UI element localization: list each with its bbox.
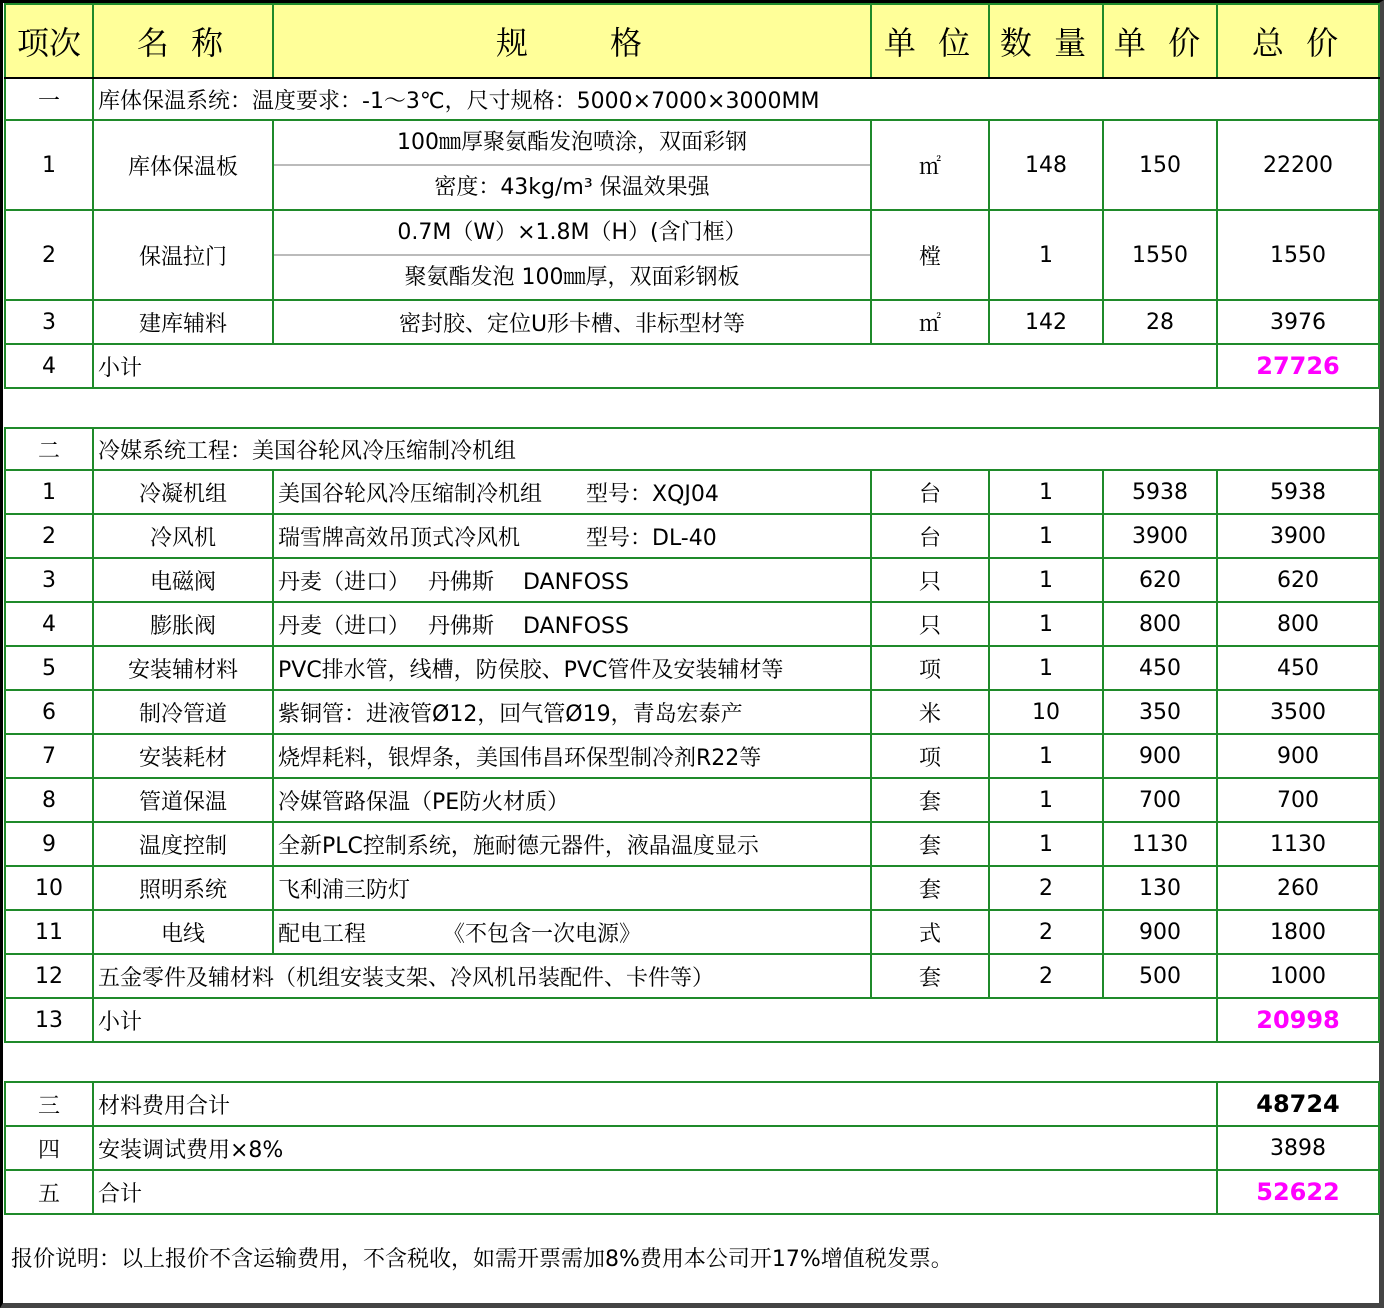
- spec-line: 100㎜厚聚氨酯发泡喷涂，双面彩钢: [397, 130, 747, 155]
- item-price: 130: [1103, 866, 1217, 910]
- item-spec: [273, 210, 871, 300]
- item-name: 制冷管道: [93, 690, 273, 734]
- item-name: 建库辅料: [93, 300, 273, 344]
- table-row: [5, 866, 1379, 910]
- spec-line: 聚氨酯发泡 100㎜厚，双面彩钢板: [274, 254, 870, 299]
- item-spec: 烧焊耗料，银焊条，美国伟昌环保型制冷剂R22等: [273, 734, 871, 778]
- table-row: [5, 734, 1379, 778]
- col-qty-header: 数 量: [989, 4, 1103, 78]
- item-price: 900: [1103, 734, 1217, 778]
- item-total: 620: [1217, 558, 1379, 602]
- section-number: 一: [5, 78, 93, 120]
- item-price: 5938: [1103, 470, 1217, 514]
- material-total-label: 材料费用合计: [93, 1082, 1217, 1126]
- item-spec: 配电工程 《不包含一次电源》: [273, 910, 871, 954]
- spec-line: 密度：43kg/m³ 保温效果强: [274, 164, 870, 209]
- quote-note: 报价说明：以上报价不含运输费用，不含税收，如需开票需加8%费用本公司开17%增值税发票。: [5, 1214, 1379, 1300]
- item-unit: 项: [871, 734, 989, 778]
- item-price: 900: [1103, 910, 1217, 954]
- item-qty: 1: [989, 210, 1103, 300]
- item-description: 五金零件及辅材料（机组安装支架、冷风机吊装配件、卡件等）: [93, 954, 871, 998]
- table-row: [5, 778, 1379, 822]
- section-row: [5, 428, 1379, 470]
- subtotal-value: 27726: [1217, 344, 1379, 388]
- header-row: [5, 4, 1379, 78]
- subtotal-label: 小计: [93, 998, 1217, 1042]
- item-total: 450: [1217, 646, 1379, 690]
- col-name-header: 名 称: [93, 4, 273, 78]
- item-unit: 米: [871, 690, 989, 734]
- item-qty: 1: [989, 558, 1103, 602]
- item-name: 膨胀阀: [93, 602, 273, 646]
- item-spec: [273, 120, 871, 210]
- row-number: 1: [5, 120, 93, 210]
- spacer-cell: [5, 1042, 1379, 1082]
- item-unit: ㎡: [871, 120, 989, 210]
- item-unit: ㎡: [871, 300, 989, 344]
- item-total: 1550: [1217, 210, 1379, 300]
- item-unit: 式: [871, 910, 989, 954]
- item-spec: 冷媒管路保温（PE防火材质）: [273, 778, 871, 822]
- table-row: [5, 822, 1379, 866]
- item-name: 照明系统: [93, 866, 273, 910]
- item-name: 冷凝机组: [93, 470, 273, 514]
- item-name: 保温拉门: [93, 210, 273, 300]
- item-qty: 10: [989, 690, 1103, 734]
- row-number: 4: [5, 344, 93, 388]
- item-qty: 1: [989, 822, 1103, 866]
- table-row: [5, 120, 1379, 210]
- section-number: 二: [5, 428, 93, 470]
- table-row: [5, 602, 1379, 646]
- col-unit-header: 单 位: [871, 4, 989, 78]
- item-name: 电线: [93, 910, 273, 954]
- item-price: 620: [1103, 558, 1217, 602]
- item-price: 150: [1103, 120, 1217, 210]
- col-price-header: 单 价: [1103, 4, 1217, 78]
- item-total: 22200: [1217, 120, 1379, 210]
- row-number: 四: [5, 1126, 93, 1170]
- item-unit: 只: [871, 602, 989, 646]
- table-row: [5, 954, 1379, 998]
- item-unit: 台: [871, 514, 989, 558]
- table-row: [5, 646, 1379, 690]
- section-row: [5, 78, 1379, 120]
- item-qty: 1: [989, 646, 1103, 690]
- item-total: 5938: [1217, 470, 1379, 514]
- note-row: [5, 1214, 1379, 1300]
- item-unit: 套: [871, 778, 989, 822]
- row-number: 5: [5, 646, 93, 690]
- material-total-value: 48724: [1217, 1082, 1379, 1126]
- row-number: 6: [5, 690, 93, 734]
- item-total: 1130: [1217, 822, 1379, 866]
- item-price: 1130: [1103, 822, 1217, 866]
- item-price: 1550: [1103, 210, 1217, 300]
- col-item-header: 项次: [5, 4, 93, 78]
- row-number: 12: [5, 954, 93, 998]
- install-fee-label: 安装调试费用×8%: [93, 1126, 1217, 1170]
- section-title: 冷媒系统工程：美国谷轮风冷压缩制冷机组: [93, 428, 1379, 470]
- item-price: 28: [1103, 300, 1217, 344]
- subtotal-row: [5, 998, 1379, 1042]
- item-price: 800: [1103, 602, 1217, 646]
- item-name: 安装耗材: [93, 734, 273, 778]
- section-title: 库体保温系统：温度要求：-1～3℃，尺寸规格：5000×7000×3000MM: [93, 78, 1379, 120]
- item-price: 450: [1103, 646, 1217, 690]
- spec-line: 0.7M（W）×1.8M（H）(含门框）: [397, 220, 747, 245]
- row-number: 10: [5, 866, 93, 910]
- item-qty: 1: [989, 734, 1103, 778]
- item-total: 3900: [1217, 514, 1379, 558]
- grand-total-row: [5, 1170, 1379, 1214]
- subtotal-label: 小计: [93, 344, 1217, 388]
- item-spec: PVC排水管，线槽，防侯胶、PVC管件及安装辅材等: [273, 646, 871, 690]
- item-qty: 1: [989, 602, 1103, 646]
- subtotal-value: 20998: [1217, 998, 1379, 1042]
- row-number: 8: [5, 778, 93, 822]
- item-name: 安装辅材料: [93, 646, 273, 690]
- item-total: 3500: [1217, 690, 1379, 734]
- row-number: 五: [5, 1170, 93, 1214]
- item-unit: 台: [871, 470, 989, 514]
- table-row: [5, 300, 1379, 344]
- item-price: 500: [1103, 954, 1217, 998]
- item-unit: 樘: [871, 210, 989, 300]
- spacer-cell: [5, 388, 1379, 428]
- row-number: 13: [5, 998, 93, 1042]
- item-spec: 瑞雪牌高效吊顶式冷风机 型号：DL-40: [273, 514, 871, 558]
- row-number: 3: [5, 558, 93, 602]
- item-name: 管道保温: [93, 778, 273, 822]
- item-spec: 丹麦（进口） 丹佛斯 DANFOSS: [273, 558, 871, 602]
- item-qty: 2: [989, 954, 1103, 998]
- row-number: 11: [5, 910, 93, 954]
- item-total: 3976: [1217, 300, 1379, 344]
- col-total-header: 总 价: [1217, 4, 1379, 78]
- row-number: 9: [5, 822, 93, 866]
- item-qty: 1: [989, 514, 1103, 558]
- item-price: 3900: [1103, 514, 1217, 558]
- item-qty: 2: [989, 866, 1103, 910]
- item-qty: 148: [989, 120, 1103, 210]
- item-total: 1800: [1217, 910, 1379, 954]
- item-unit: 项: [871, 646, 989, 690]
- subtotal-row: [5, 344, 1379, 388]
- row-number: 2: [5, 210, 93, 300]
- row-number: 1: [5, 470, 93, 514]
- item-spec: 美国谷轮风冷压缩制冷机组 型号：XQJ04: [273, 470, 871, 514]
- item-spec: 密封胶、定位U形卡槽、非标型材等: [273, 300, 871, 344]
- item-spec: 飞利浦三防灯: [273, 866, 871, 910]
- row-number: 2: [5, 514, 93, 558]
- item-spec: 丹麦（进口） 丹佛斯 DANFOSS: [273, 602, 871, 646]
- table-row: [5, 910, 1379, 954]
- item-spec: 全新PLC控制系统，施耐德元器件，液晶温度显示: [273, 822, 871, 866]
- row-number: 3: [5, 300, 93, 344]
- grand-total-value: 52622: [1217, 1170, 1379, 1214]
- item-qty: 142: [989, 300, 1103, 344]
- install-fee-row: [5, 1126, 1379, 1170]
- table-row: [5, 690, 1379, 734]
- row-number: 7: [5, 734, 93, 778]
- install-fee-value: 3898: [1217, 1126, 1379, 1170]
- item-total: 260: [1217, 866, 1379, 910]
- item-name: 电磁阀: [93, 558, 273, 602]
- item-price: 350: [1103, 690, 1217, 734]
- item-unit: 套: [871, 866, 989, 910]
- item-total: 700: [1217, 778, 1379, 822]
- item-qty: 1: [989, 470, 1103, 514]
- row-number: 三: [5, 1082, 93, 1126]
- item-name: 库体保温板: [93, 120, 273, 210]
- item-total: 900: [1217, 734, 1379, 778]
- table-row: [5, 558, 1379, 602]
- item-unit: 套: [871, 954, 989, 998]
- item-total: 1000: [1217, 954, 1379, 998]
- table-row: [5, 470, 1379, 514]
- material-total-row: [5, 1082, 1379, 1126]
- row-number: 4: [5, 602, 93, 646]
- item-name: 冷风机: [93, 514, 273, 558]
- spacer-row: [5, 1042, 1379, 1082]
- item-qty: 1: [989, 778, 1103, 822]
- item-unit: 只: [871, 558, 989, 602]
- item-total: 800: [1217, 602, 1379, 646]
- item-price: 700: [1103, 778, 1217, 822]
- spacer-row: [5, 388, 1379, 428]
- col-spec-header: 规 格: [273, 4, 871, 78]
- item-qty: 2: [989, 910, 1103, 954]
- table-row: [5, 210, 1379, 300]
- table-row: [5, 514, 1379, 558]
- item-unit: 套: [871, 822, 989, 866]
- item-spec: 紫铜管：进液管Ø12，回气管Ø19，青岛宏泰产: [273, 690, 871, 734]
- item-name: 温度控制: [93, 822, 273, 866]
- grand-total-label: 合计: [93, 1170, 1217, 1214]
- quotation-table: [4, 3, 1380, 1300]
